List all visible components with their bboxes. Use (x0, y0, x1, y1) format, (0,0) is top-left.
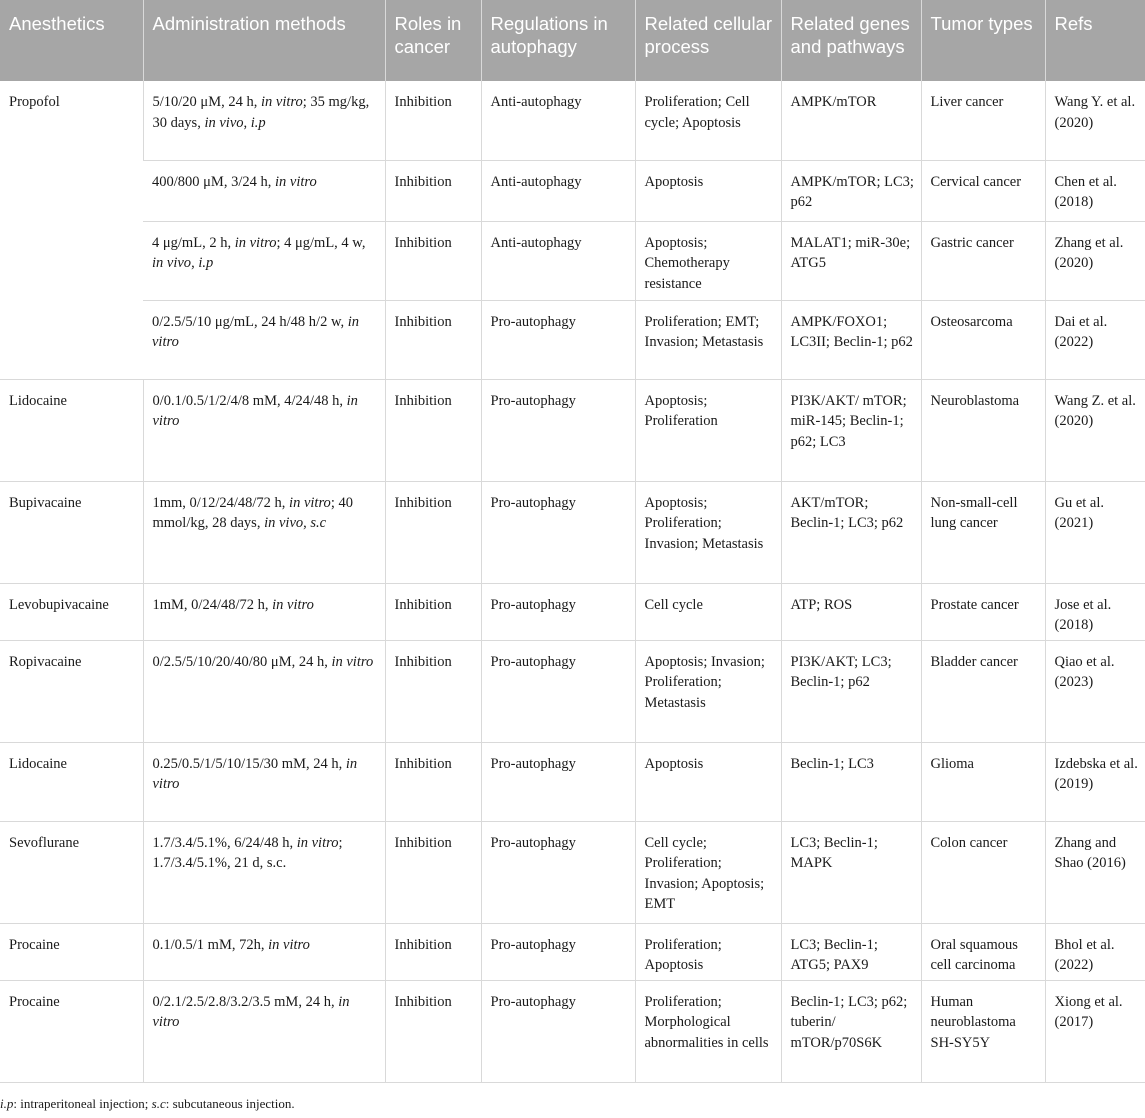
tumor-type-cell: Osteosarcoma (921, 300, 1045, 379)
table-body (0, 81, 1145, 1082)
genes-pathways-cell: ATP; ROS (781, 583, 921, 640)
ref-cell: Gu et al. (2021) (1045, 481, 1145, 583)
table-header-row (0, 0, 1145, 81)
tumor-type-cell: Liver cancer (921, 81, 1045, 160)
header-tumor-types: Tumor types (921, 0, 1045, 81)
autophagy-regulation-cell: Pro-autophagy (481, 821, 635, 923)
ref-cell: Xiong et al. (2017) (1045, 980, 1145, 1082)
genes-pathways-cell: AMPK/FOXO1; LC3II; Beclin-1; p62 (781, 300, 921, 379)
genes-pathways-cell: Beclin-1; LC3 (781, 742, 921, 821)
tumor-type-cell: Oral squamous cell carcinoma (921, 923, 1045, 980)
tumor-type-cell: Human neuroblastoma SH-SY5Y (921, 980, 1045, 1082)
autophagy-regulation-cell: Pro-autophagy (481, 923, 635, 980)
header-related-genes-pathways: Related genes and pathways (781, 0, 921, 81)
admin-method-cell: 0.25/0.5/1/5/10/15/30 mM, 24 h, in vitro (143, 742, 385, 821)
admin-method-cell: 4 μg/mL, 2 h, in vitro; 4 μg/mL, 4 w, in vivo, i.p (143, 221, 385, 300)
table-footnote: i.p: intraperitoneal injection; s.c: subcutaneous injection. (0, 1096, 295, 1111)
autophagy-regulation-cell: Pro-autophagy (481, 980, 635, 1082)
header-related-cellular-process: Related cellular process (635, 0, 781, 81)
cellular-process-cell: Apoptosis; Invasion; Proliferation; Metastasis (635, 640, 781, 742)
header-roles-in-cancer: Roles in cancer (385, 0, 481, 81)
ref-cell: Dai et al. (2022) (1045, 300, 1145, 379)
anesthetic-name-cell: Lidocaine (0, 379, 143, 481)
role-cell: Inhibition (385, 379, 481, 481)
anesthetic-name-cell: Procaine (0, 923, 143, 980)
genes-pathways-cell: PI3K/AKT; LC3; Beclin-1; p62 (781, 640, 921, 742)
cellular-process-cell: Cell cycle; Proliferation; Invasion; Apoptosis; EMT (635, 821, 781, 923)
anesthetic-name-cell: Propofol (0, 81, 143, 379)
cellular-process-cell: Apoptosis; Proliferation (635, 379, 781, 481)
ref-cell: Jose et al. (2018) (1045, 583, 1145, 640)
ref-cell: Wang Z. et al. (2020) (1045, 379, 1145, 481)
tumor-type-cell: Neuroblastoma (921, 379, 1045, 481)
genes-pathways-cell: LC3; Beclin-1; ATG5; PAX9 (781, 923, 921, 980)
role-cell: Inhibition (385, 481, 481, 583)
ref-cell: Qiao et al. (2023) (1045, 640, 1145, 742)
genes-pathways-cell: PI3K/AKT/ mTOR; miR-145; Beclin-1; p62; LC3 (781, 379, 921, 481)
table-row (0, 300, 1145, 379)
header-regulations-in-autophagy: Regulations in autophagy (481, 0, 635, 81)
table-row (0, 221, 1145, 300)
role-cell: Inhibition (385, 300, 481, 379)
autophagy-regulation-cell: Pro-autophagy (481, 300, 635, 379)
genes-pathways-cell: LC3; Beclin-1; MAPK (781, 821, 921, 923)
autophagy-regulation-cell: Pro-autophagy (481, 379, 635, 481)
autophagy-regulation-cell: Pro-autophagy (481, 640, 635, 742)
autophagy-regulation-cell: Pro-autophagy (481, 481, 635, 583)
autophagy-regulation-cell: Pro-autophagy (481, 583, 635, 640)
role-cell: Inhibition (385, 821, 481, 923)
table-row (0, 640, 1145, 742)
table-row (0, 481, 1145, 583)
ref-cell: Zhang and Shao (2016) (1045, 821, 1145, 923)
tumor-type-cell: Colon cancer (921, 821, 1045, 923)
admin-method-cell: 400/800 μM, 3/24 h, in vitro (143, 160, 385, 221)
admin-method-cell: 1.7/3.4/5.1%, 6/24/48 h, in vitro; 1.7/3.4/5.1%, 21 d, s.c. (143, 821, 385, 923)
cellular-process-cell: Proliferation; Apoptosis (635, 923, 781, 980)
anesthetic-name-cell: Lidocaine (0, 742, 143, 821)
ref-cell: Izdebska et al. (2019) (1045, 742, 1145, 821)
admin-method-cell: 1mM, 0/24/48/72 h, in vitro (143, 583, 385, 640)
ref-cell: Chen et al. (2018) (1045, 160, 1145, 221)
role-cell: Inhibition (385, 221, 481, 300)
role-cell: Inhibition (385, 640, 481, 742)
tumor-type-cell: Gastric cancer (921, 221, 1045, 300)
cellular-process-cell: Proliferation; Cell cycle; Apoptosis (635, 81, 781, 160)
role-cell: Inhibition (385, 980, 481, 1082)
admin-method-cell: 5/10/20 μM, 24 h, in vitro; 35 mg/kg, 30 days, in vivo, i.p (143, 81, 385, 160)
table-row (0, 81, 1145, 160)
role-cell: Inhibition (385, 160, 481, 221)
tumor-type-cell: Prostate cancer (921, 583, 1045, 640)
admin-method-cell: 0/2.5/5/10/20/40/80 μM, 24 h, in vitro (143, 640, 385, 742)
cellular-process-cell: Proliferation; Morphological abnormalities in cells (635, 980, 781, 1082)
table-row (0, 923, 1145, 980)
ref-cell: Zhang et al. (2020) (1045, 221, 1145, 300)
table-row (0, 379, 1145, 481)
autophagy-regulation-cell: Pro-autophagy (481, 742, 635, 821)
role-cell: Inhibition (385, 81, 481, 160)
tumor-type-cell: Cervical cancer (921, 160, 1045, 221)
header-refs: Refs (1045, 0, 1145, 81)
role-cell: Inhibition (385, 742, 481, 821)
anesthetic-name-cell: Ropivacaine (0, 640, 143, 742)
genes-pathways-cell: AMPK/mTOR (781, 81, 921, 160)
admin-method-cell: 0/2.5/5/10 μg/mL, 24 h/48 h/2 w, in vitro (143, 300, 385, 379)
cellular-process-cell: Apoptosis (635, 160, 781, 221)
tumor-type-cell: Glioma (921, 742, 1045, 821)
genes-pathways-cell: AKT/mTOR; Beclin-1; LC3; p62 (781, 481, 921, 583)
table-row (0, 980, 1145, 1082)
genes-pathways-cell: AMPK/mTOR; LC3; p62 (781, 160, 921, 221)
genes-pathways-cell: MALAT1; miR-30e; ATG5 (781, 221, 921, 300)
ref-cell: Bhol et al. (2022) (1045, 923, 1145, 980)
cellular-process-cell: Proliferation; EMT; Invasion; Metastasis (635, 300, 781, 379)
cellular-process-cell: Apoptosis; Chemotherapy resistance (635, 221, 781, 300)
admin-method-cell: 0/2.1/2.5/2.8/3.2/3.5 mM, 24 h, in vitro (143, 980, 385, 1082)
tumor-type-cell: Bladder cancer (921, 640, 1045, 742)
table-row (0, 821, 1145, 923)
autophagy-regulation-cell: Anti-autophagy (481, 160, 635, 221)
table-row (0, 583, 1145, 640)
tumor-type-cell: Non-small-cell lung cancer (921, 481, 1045, 583)
anesthetic-name-cell: Procaine (0, 980, 143, 1082)
admin-method-cell: 1mm, 0/12/24/48/72 h, in vitro; 40 mmol/kg, 28 days, in vivo, s.c (143, 481, 385, 583)
header-administration-methods: Administration methods (143, 0, 385, 81)
autophagy-regulation-cell: Anti-autophagy (481, 221, 635, 300)
table-row (0, 160, 1145, 221)
role-cell: Inhibition (385, 923, 481, 980)
cellular-process-cell: Apoptosis; Proliferation; Invasion; Metastasis (635, 481, 781, 583)
cellular-process-cell: Apoptosis (635, 742, 781, 821)
ref-cell: Wang Y. et al. (2020) (1045, 81, 1145, 160)
genes-pathways-cell: Beclin-1; LC3; p62; tuberin/ mTOR/p70S6K (781, 980, 921, 1082)
autophagy-regulation-cell: Anti-autophagy (481, 81, 635, 160)
cellular-process-cell: Cell cycle (635, 583, 781, 640)
header-anesthetics: Anesthetics (0, 0, 143, 81)
anesthetic-name-cell: Sevoflurane (0, 821, 143, 923)
admin-method-cell: 0.1/0.5/1 mM, 72h, in vitro (143, 923, 385, 980)
anesthetic-name-cell: Bupivacaine (0, 481, 143, 583)
table-row (0, 742, 1145, 821)
admin-method-cell: 0/0.1/0.5/1/2/4/8 mM, 4/24/48 h, in vitro (143, 379, 385, 481)
role-cell: Inhibition (385, 583, 481, 640)
anesthetic-name-cell: Levobupivacaine (0, 583, 143, 640)
